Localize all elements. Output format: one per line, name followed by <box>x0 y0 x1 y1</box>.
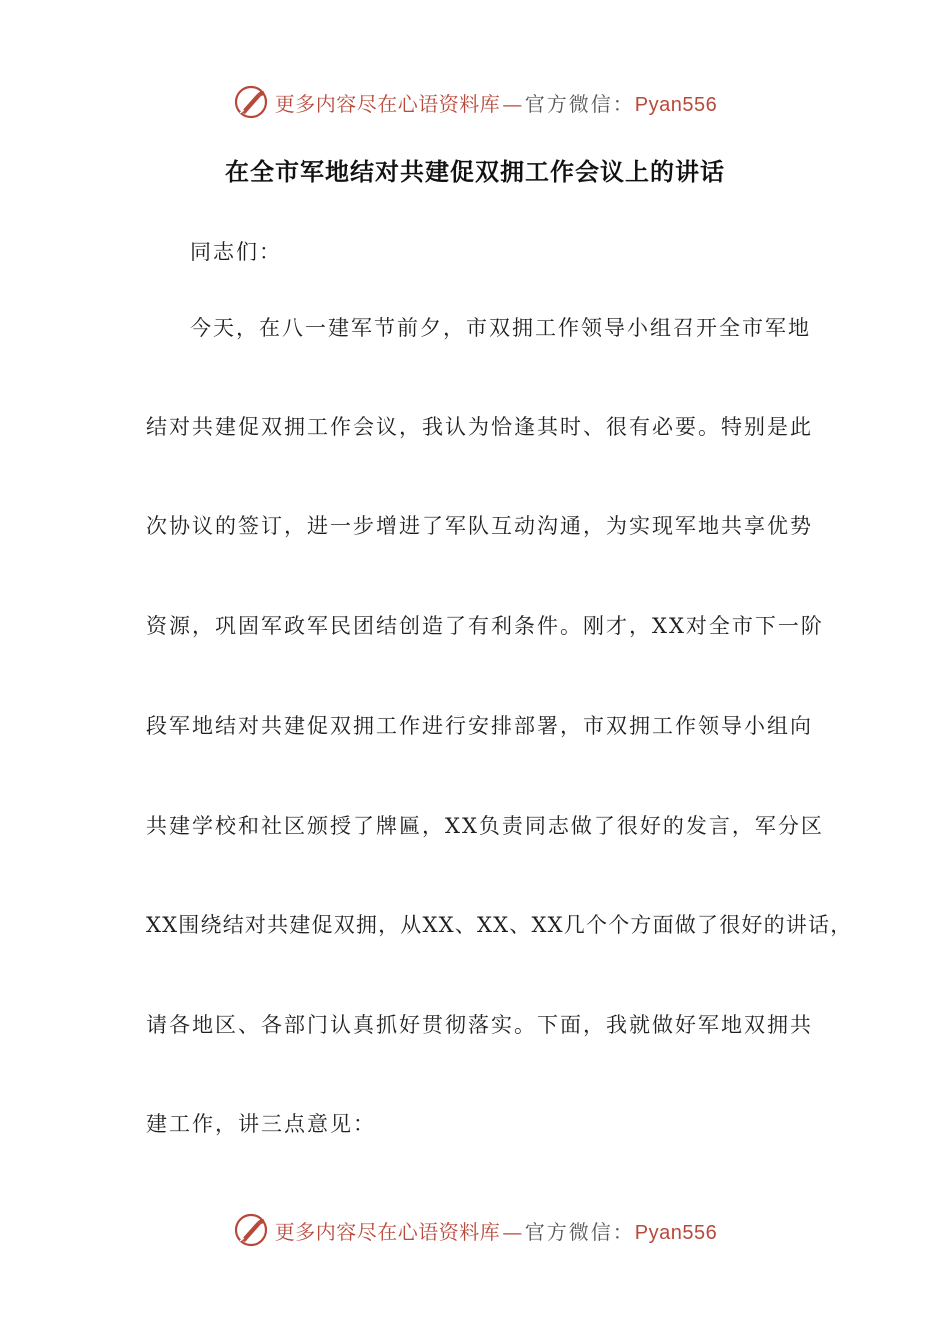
salutation: 同志们： <box>190 240 282 264</box>
banner-official-label: 官方微信： <box>524 1219 635 1244</box>
paragraph-line: 次协议的签订，进一步增进了军队互动沟通，为实现军地共享优势 <box>146 514 813 538</box>
paragraph-line: 今天，在八一建军节前夕，市双拥工作领导小组召开全市军地 <box>190 316 811 340</box>
banner-wechat-id: Pyan556 <box>634 93 718 116</box>
header-banner <box>0 80 950 124</box>
paragraph-line: 资源，巩固军政军民团结创造了有利条件。刚才，XX对全市下一阶 <box>146 614 824 638</box>
paragraph-line: 请各地区、各部门认真抓好贯彻落实。下面，我就做好军地双拥共 <box>146 1013 813 1037</box>
banner-official-label: 官方微信： <box>524 91 635 116</box>
paragraph-line: XX围绕结对共建促双拥，从XX、XX、XX几个个方面做了很好的讲话， <box>146 913 853 937</box>
paragraph-line: 段军地结对共建促双拥工作进行安排部署，市双拥工作领导小组向 <box>146 714 813 738</box>
document-title: 在全市军地结对共建促双拥工作会议上的讲话 <box>225 158 725 186</box>
banner-dash: — <box>502 1219 523 1244</box>
paragraph-line: 共建学校和社区颁授了牌匾，XX负责同志做了很好的发言，军分区 <box>146 814 824 838</box>
banner-text <box>275 1216 717 1245</box>
banner-site-text: 更多内容尽在心语资料库 <box>274 91 501 116</box>
quill-pen-logo-icon <box>233 1212 269 1248</box>
quill-pen-logo-icon <box>233 84 269 120</box>
footer-banner <box>0 1208 950 1252</box>
paragraph-line: 建工作，讲三点意见： <box>146 1112 376 1136</box>
paragraph-line: 结对共建促双拥工作会议，我认为恰逢其时、很有必要。特别是此 <box>146 415 813 439</box>
banner-site-text: 更多内容尽在心语资料库 <box>274 1219 501 1244</box>
banner-text <box>275 88 717 117</box>
banner-wechat-id: Pyan556 <box>634 1221 718 1244</box>
banner-dash: — <box>502 91 523 116</box>
